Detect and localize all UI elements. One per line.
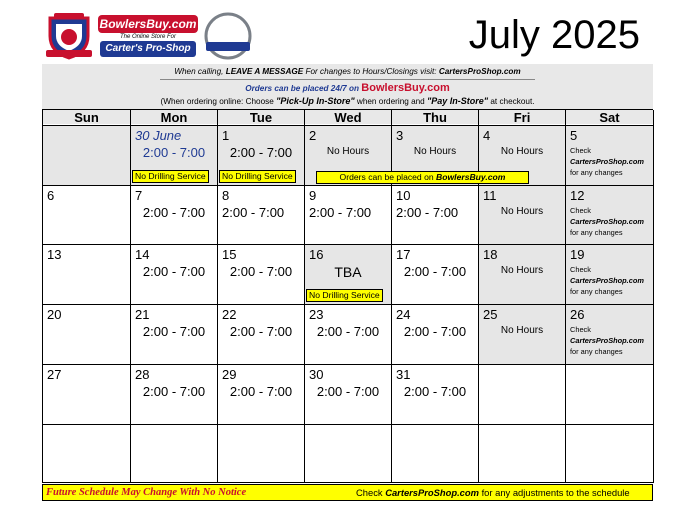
calendar-day-cell — [131, 365, 218, 425]
calendar-day-cell — [305, 425, 392, 483]
store-hours: 2:00 - 7:00 — [229, 324, 293, 339]
orders-banner-pre: Orders can be placed on — [339, 172, 437, 182]
check-line-1: Check — [570, 265, 591, 274]
check-line-3: for any changes — [570, 287, 623, 296]
calendar-day-cell — [305, 245, 392, 305]
no-hours-label: No Hours — [500, 206, 544, 217]
calendar-day-cell — [43, 186, 131, 245]
store-hours: 2:00 - 7:00 — [142, 324, 206, 339]
calendar — [42, 109, 653, 483]
calendar-day-cell — [218, 425, 305, 483]
calendar-day-cell — [566, 305, 654, 365]
info-divider — [160, 79, 535, 80]
footer-notice: Future Schedule May Change With No Notice — [46, 487, 247, 498]
check-line-3: for any changes — [570, 168, 623, 177]
day-number: 9 — [309, 188, 317, 203]
weekday-thu: Thu — [392, 110, 479, 126]
footer-check-pre: Check — [356, 487, 386, 498]
no-hours-label: No Hours — [413, 146, 457, 157]
day-number: 21 — [135, 307, 150, 322]
calendar-day-cell — [43, 245, 131, 305]
day-number: 1 — [222, 128, 230, 143]
info-line-1-site[interactable]: CartersProShop.com — [438, 67, 521, 76]
store-hours: 2:00 - 7:00 — [142, 205, 206, 220]
day-number: 15 — [222, 247, 237, 262]
day-number: 14 — [135, 247, 150, 262]
footer-check-post: for any adjustments to the schedule — [478, 487, 630, 498]
day-number: 23 — [309, 307, 324, 322]
no-hours-label: No Hours — [500, 325, 544, 336]
calendar-day-cell — [43, 305, 131, 365]
check-line-2[interactable] — [570, 275, 644, 286]
day-number: 27 — [47, 367, 62, 382]
calendar-day-cell — [392, 425, 479, 483]
bowlersbuy-wordmark: BowlersBuy.com — [99, 17, 197, 31]
no-drilling-tag: No Drilling Service — [306, 289, 383, 302]
calendar-day-cell — [479, 425, 566, 483]
calendar-day-cell — [305, 186, 392, 245]
calendar-day-cell — [218, 245, 305, 305]
bowlersbuy-tagline: The Online Store For — [119, 34, 177, 40]
day-number: 30 — [309, 367, 324, 382]
bowlersbuy-logo — [98, 13, 198, 59]
check-line-1: Check — [570, 325, 591, 334]
store-hours: 2:00 - 7:00 — [309, 205, 372, 220]
day-number: 31 — [396, 367, 411, 382]
calendar-day-cell — [392, 245, 479, 305]
calendar-day-cell — [479, 365, 566, 425]
store-hours: 2:00 - 7:00 — [142, 264, 206, 279]
check-website-note — [570, 145, 644, 178]
calendar-day-cell — [479, 186, 566, 245]
day-number: 20 — [47, 307, 62, 322]
calendar-day-cell — [566, 425, 654, 483]
tba-label: TBA — [334, 264, 362, 280]
info-line-2 — [42, 82, 653, 94]
check-line-3: for any changes — [570, 347, 623, 356]
store-hours: 2:00 - 7:00 — [142, 145, 206, 160]
day-number: 13 — [47, 247, 62, 262]
store-hours: 2:00 - 7:00 — [396, 205, 459, 220]
day-number: 5 — [570, 128, 578, 143]
calendar-day-cell — [43, 365, 131, 425]
store-hours: 2:00 - 7:00 — [222, 205, 285, 220]
calendar-day-cell — [305, 365, 392, 425]
no-drilling-tag: No Drilling Service — [132, 170, 209, 183]
info-line-3-c: when ordering and — [354, 97, 428, 106]
store-hours: 2:00 - 7:00 — [403, 324, 467, 339]
check-line-2[interactable] — [570, 216, 644, 227]
calendar-day-cell — [218, 126, 305, 186]
store-hours: 2:00 - 7:00 — [403, 384, 467, 399]
calendar-day-cell — [131, 305, 218, 365]
calendar-day-cell — [131, 186, 218, 245]
orders-banner — [316, 171, 529, 184]
store-hours: 2:00 - 7:00 — [229, 264, 293, 279]
store-hours: 2:00 - 7:00 — [229, 384, 293, 399]
info-line-1-pre: When calling, — [174, 67, 226, 76]
check-site[interactable]: CartersProShop.com — [570, 276, 644, 285]
check-line-1: Check — [570, 146, 591, 155]
calendar-day-cell — [566, 245, 654, 305]
info-line-3-d: "Pay In-Store" — [427, 96, 489, 106]
weekday-mon: Mon — [131, 110, 218, 126]
check-website-note — [570, 324, 644, 357]
check-line-3: for any changes — [570, 228, 623, 237]
weekday-wed: Wed — [305, 110, 392, 126]
day-number: 28 — [135, 367, 150, 382]
check-line-1: Check — [570, 206, 591, 215]
no-drilling-tag: No Drilling Service — [219, 170, 296, 183]
anniversary-badge-icon — [202, 12, 254, 60]
day-number: 12 — [570, 188, 585, 203]
info-line-3-b: "Pick-Up In-Store" — [276, 96, 355, 106]
calendar-day-cell — [131, 425, 218, 483]
day-number: 4 — [483, 128, 491, 143]
day-number: 3 — [396, 128, 404, 143]
store-hours: 2:00 - 7:00 — [229, 145, 293, 160]
no-hours-label: No Hours — [326, 146, 370, 157]
calendar-day-cell — [131, 126, 218, 186]
no-hours-label: No Hours — [500, 146, 544, 157]
weekday-sun: Sun — [43, 110, 131, 126]
month-title: July 2025 — [468, 13, 640, 57]
store-hours: 2:00 - 7:00 — [316, 324, 380, 339]
calendar-day-cell — [479, 305, 566, 365]
check-site[interactable]: CartersProShop.com — [570, 217, 644, 226]
weekday-header-row — [42, 109, 653, 126]
day-number: 11 — [483, 188, 497, 203]
day-number: 19 — [570, 247, 585, 262]
calendar-day-cell — [566, 186, 654, 245]
day-number: 10 — [396, 188, 411, 203]
day-number: 2 — [309, 128, 317, 143]
calendar-day-cell — [218, 186, 305, 245]
info-line-1-bold: LEAVE A MESSAGE — [225, 67, 304, 76]
day-number: 8 — [222, 188, 230, 203]
store-hours: 2:00 - 7:00 — [142, 384, 206, 399]
day-number: 22 — [222, 307, 237, 322]
check-line-2[interactable] — [570, 335, 644, 346]
day-number: 29 — [222, 367, 237, 382]
info-line-1 — [42, 67, 653, 76]
info-line-1-post: For changes to Hours/Closings visit: — [303, 67, 439, 76]
header-logos — [44, 10, 254, 62]
footer-check — [356, 485, 630, 500]
day-number: 25 — [483, 307, 498, 322]
calendar-day-cell — [392, 186, 479, 245]
info-line-2-pre: Orders can be placed 24/7 on — [245, 84, 362, 93]
calendar-day-cell — [392, 365, 479, 425]
day-number: 16 — [309, 247, 324, 262]
calendar-day-cell — [566, 365, 654, 425]
shield-logo-icon — [44, 12, 94, 60]
check-website-note — [570, 205, 644, 238]
weekday-fri: Fri — [479, 110, 566, 126]
day-number: 7 — [135, 188, 143, 203]
calendar-day-cell — [43, 425, 131, 483]
calendar-day-cell — [131, 245, 218, 305]
info-line-3-e: at checkout. — [488, 97, 535, 106]
day-number: 30 June — [135, 128, 182, 143]
store-hours: 2:00 - 7:00 — [316, 384, 380, 399]
check-website-note — [570, 264, 644, 297]
no-hours-label: No Hours — [500, 265, 544, 276]
orders-banner-site[interactable]: BowlersBuy.com — [436, 172, 506, 182]
day-number: 17 — [396, 247, 411, 262]
calendar-day-cell — [218, 365, 305, 425]
day-number: 24 — [396, 307, 411, 322]
store-hours: 2:00 - 7:00 — [403, 264, 467, 279]
info-line-3 — [42, 96, 653, 106]
footer-banner — [42, 484, 653, 501]
check-site[interactable]: CartersProShop.com — [570, 157, 644, 166]
check-line-2[interactable] — [570, 156, 644, 167]
footer-check-site[interactable]: CartersProShop.com — [385, 487, 479, 498]
calendar-day-cell — [392, 305, 479, 365]
weekday-tue: Tue — [218, 110, 305, 126]
info-line-3-a: (When ordering online: Choose — [160, 97, 277, 106]
calendar-day-cell — [43, 126, 131, 186]
calendar-day-cell — [479, 245, 566, 305]
check-site[interactable]: CartersProShop.com — [570, 336, 644, 345]
carters-wordmark: Carter's Pro-Shop — [100, 41, 196, 57]
calendar-day-cell — [218, 305, 305, 365]
calendar-day-cell — [566, 126, 654, 186]
info-line-2-site[interactable]: BowlersBuy.com — [361, 82, 450, 94]
day-number: 18 — [483, 247, 498, 262]
day-number: 26 — [570, 307, 585, 322]
calendar-day-cell — [305, 305, 392, 365]
day-number: 6 — [47, 188, 55, 203]
weekday-sat: Sat — [566, 110, 654, 126]
